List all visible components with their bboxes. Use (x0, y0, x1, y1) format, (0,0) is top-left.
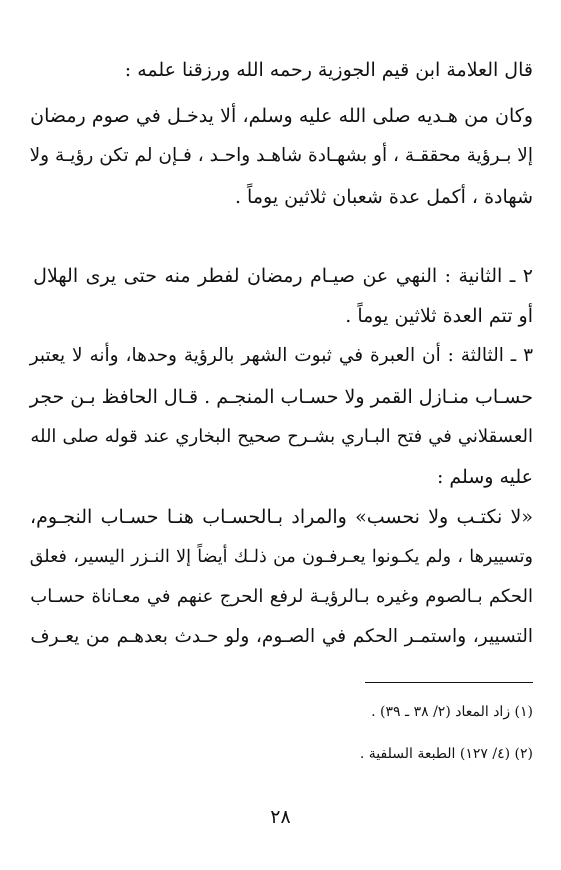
quote-line-1: وكان من هـديه صلى الله عليه وسلم، ألا يدخـل في صوم رمضان (30, 105, 533, 127)
footnote-separator (365, 682, 533, 683)
intro-line: قال العلامة ابن قيم الجوزية رحمه الله ورزقنا علمه : (124, 59, 533, 81)
quote-line-3: شهادة ، أكمل عدة شعبان ثلاثين يوماً . (234, 186, 533, 208)
page-number: ٢٨ (270, 806, 291, 828)
point-3-line-3: العسقلاني في فتح البـاري بشـرح صحيح البخاري عند قوله صلى الله (30, 426, 533, 447)
hadith-line-3: الحكم بـالصوم وغيره بـالرؤيـة لرفع الحرج عنهم في معـاناة حسـاب (30, 586, 533, 607)
point-2-line-2: أو تتم العدة ثلاثين يوماً . (345, 305, 533, 327)
hadith-line-4: التسيير، واستمـر الحكم في الصـوم، ولو حـدث بعدهـم من يعـرف (30, 626, 533, 647)
point-2-line-1: ٢ ـ الثانية : النهي عن صيـام رمضان لفطر منه حتى يرى الهلال (33, 265, 533, 287)
point-3-line-1: ٣ ـ الثالثة : أن العبرة في ثبوت الشهر بالرؤية وحدها، وأنه لا يعتبر (29, 345, 533, 366)
footnote-1: (١) زاد المعاد (٢/ ٣٨ ـ ٣٩) . (371, 704, 533, 720)
hadith-line-1: «لا نكتـب ولا نحسب» والمراد بـالحسـاب هنـا حسـاب النجـوم، (29, 506, 533, 528)
point-3-line-4: عليه وسلم : (436, 466, 533, 488)
quote-line-2: إلا بـرؤية محققـة ، أو بشهـادة شاهـد واحـد ، فـإن لم تكن رؤيـة ولا (29, 145, 533, 166)
point-3-line-2: حسـاب منـازل القمر ولا حسـاب المنجـم . قـال الحافظ بـن حجر (29, 386, 533, 408)
hadith-line-2: وتسييرها ، ولم يكـونوا يعـرفـون من ذلـك أيضاً إلا النـزر اليسير، فعلق (29, 547, 533, 567)
footnote-2: (٢) (٤/ ١٢٧) الطبعة السلفية . (359, 746, 533, 762)
